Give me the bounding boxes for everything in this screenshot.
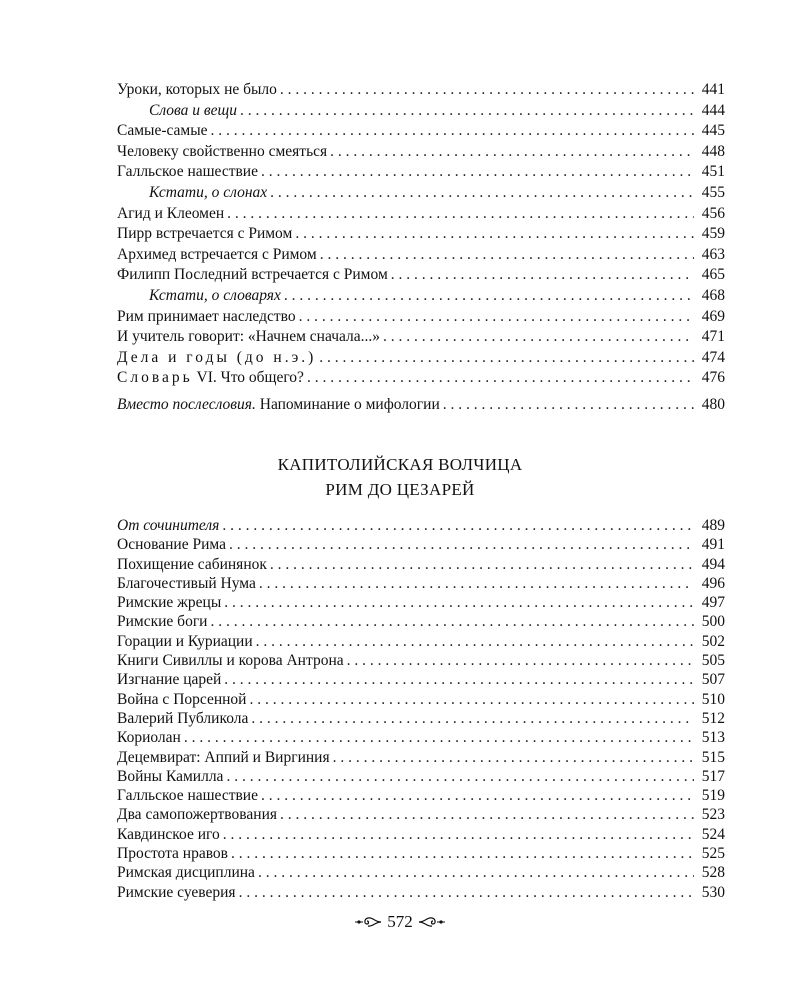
toc-entry-page: 474 bbox=[701, 348, 725, 366]
toc-entry-title-rest: VI. Что общего? bbox=[192, 369, 304, 387]
toc-entry-title: Дела и годы (до н.э.) bbox=[117, 348, 317, 366]
toc-entry-page: 524 bbox=[701, 825, 725, 843]
toc-entry bbox=[117, 368, 725, 389]
toc-entry-title: Галльское нашествие bbox=[117, 787, 258, 805]
toc-entry-title: Изгнание царей bbox=[117, 671, 222, 689]
toc-entry bbox=[117, 535, 725, 554]
toc-leader-dots bbox=[330, 142, 694, 163]
toc-entry-page: 505 bbox=[701, 652, 725, 670]
toc-leader-dots bbox=[229, 535, 694, 554]
toc-entry-title: Человеку свойственно смеяться bbox=[117, 142, 328, 160]
toc-entry-title: Книги Сивиллы и корова Антрона bbox=[117, 652, 344, 670]
toc-entry bbox=[117, 142, 725, 163]
toc-entry-page: 445 bbox=[701, 122, 725, 140]
toc-entry-page: 500 bbox=[701, 613, 725, 631]
toc-entry-title: Войны Камилла bbox=[117, 767, 224, 785]
toc-leader-dots bbox=[270, 555, 694, 574]
toc-entry-title: Римские боги bbox=[117, 613, 208, 631]
toc-leader-dots bbox=[259, 574, 694, 593]
toc-entry bbox=[117, 348, 725, 369]
toc-entry-page: 444 bbox=[701, 101, 725, 119]
toc-entry-title-rest: Напоминание о мифологии bbox=[255, 395, 440, 413]
toc-entry-title: Пирр встречается с Римом bbox=[117, 225, 293, 243]
toc-leader-dots bbox=[184, 728, 694, 747]
toc-leader-dots bbox=[280, 805, 694, 824]
toc-leader-dots bbox=[231, 844, 694, 863]
toc-entry-page: 523 bbox=[701, 806, 725, 824]
toc-entry-page: 465 bbox=[701, 266, 725, 284]
toc-entry-title: Кстати, о словарях bbox=[149, 286, 281, 304]
toc-entry bbox=[117, 183, 725, 204]
toc-entry bbox=[117, 265, 725, 286]
toc-entry bbox=[117, 204, 725, 225]
toc-leader-dots bbox=[307, 368, 694, 389]
toc-entry-page: 519 bbox=[701, 787, 725, 805]
toc-entry-title: Рим принимает наследство bbox=[117, 307, 296, 325]
toc-leader-dots bbox=[383, 327, 694, 348]
toc-entry-page: 476 bbox=[701, 369, 725, 387]
toc-entry-title: Благочестивый Нума bbox=[117, 574, 256, 592]
toc-entry-page: 448 bbox=[701, 142, 725, 160]
toc-entry-page: 502 bbox=[701, 632, 725, 650]
toc-entry-title-italic: Вместо послесловия. bbox=[117, 395, 256, 413]
toc-entry-title: Горации и Куриации bbox=[117, 632, 253, 650]
toc-entry-page: 441 bbox=[701, 81, 725, 98]
toc-leader-dots bbox=[319, 348, 694, 369]
toc-entry bbox=[117, 863, 725, 882]
toc-entry bbox=[117, 574, 725, 593]
toc-leader-dots bbox=[280, 80, 694, 101]
toc-entry bbox=[117, 709, 725, 728]
toc-entry-page: 491 bbox=[701, 536, 725, 554]
toc-entry bbox=[117, 80, 725, 101]
toc-entry bbox=[117, 516, 725, 535]
toc-entry bbox=[117, 121, 725, 142]
toc-entry-page: 463 bbox=[701, 245, 725, 263]
toc-leader-dots bbox=[240, 101, 694, 122]
toc-leader-dots bbox=[284, 286, 694, 307]
toc-entry-page: 451 bbox=[701, 163, 725, 181]
toc-entry-page: 469 bbox=[701, 307, 725, 325]
toc-leader-dots bbox=[258, 863, 694, 882]
toc-entry-title: Слова и вещи bbox=[149, 101, 237, 119]
toc-entry-title: Галльское нашествие bbox=[117, 163, 258, 181]
toc-entry bbox=[117, 593, 725, 612]
toc-entry-page: 528 bbox=[701, 864, 725, 882]
toc-entry-page: 455 bbox=[701, 183, 725, 201]
toc-entry-page: 530 bbox=[701, 883, 725, 901]
toc-entry-page: 510 bbox=[701, 690, 725, 708]
toc-entry-title: Римские жрецы bbox=[117, 594, 222, 612]
toc-leader-dots bbox=[249, 690, 694, 709]
toc-entry-title bbox=[117, 368, 304, 389]
toc-entry-page: 496 bbox=[701, 574, 725, 592]
toc-leader-dots bbox=[320, 245, 694, 266]
toc-leader-dots bbox=[222, 516, 694, 535]
toc-entry bbox=[117, 327, 725, 348]
toc-leader-dots bbox=[391, 265, 694, 286]
toc-section-2 bbox=[117, 516, 725, 902]
toc-entry bbox=[117, 805, 725, 824]
toc-entry-title: Архимед встречается с Римом bbox=[117, 245, 317, 263]
toc-entry-title: От сочинителя bbox=[117, 517, 220, 534]
toc-entry-page: 515 bbox=[701, 748, 725, 766]
toc-entry bbox=[117, 632, 725, 651]
toc-entry bbox=[117, 307, 725, 328]
toc-entry-page: 507 bbox=[701, 671, 725, 689]
toc-entry-title: Агид и Клеомен bbox=[117, 204, 225, 222]
page-number: 572 bbox=[387, 912, 413, 931]
toc-entry bbox=[117, 162, 725, 183]
toc-entry-title: Филипп Последний встречается с Римом bbox=[117, 266, 388, 284]
toc-entry-title: И учитель говорит: «Начнем сначала...» bbox=[117, 328, 381, 346]
toc-entry bbox=[117, 748, 725, 767]
toc-entry bbox=[117, 786, 725, 805]
toc-entry-page: 513 bbox=[701, 729, 725, 747]
toc-entry bbox=[117, 825, 725, 844]
toc-entry-page: 512 bbox=[701, 709, 725, 727]
toc-entry-page: 459 bbox=[701, 225, 725, 243]
toc-entry bbox=[117, 612, 725, 631]
toc-leader-dots bbox=[251, 709, 694, 728]
toc-entry-title bbox=[117, 395, 440, 416]
toc-entry-title: Валерий Публикола bbox=[117, 709, 249, 727]
toc-section-1 bbox=[117, 80, 725, 416]
toc-entry bbox=[117, 651, 725, 670]
toc-entry bbox=[117, 286, 725, 307]
toc-entry-title-spaced: Словарь bbox=[117, 369, 193, 387]
toc-entry bbox=[117, 844, 725, 863]
toc-entry-page: 525 bbox=[701, 845, 725, 863]
toc-entry-page: 497 bbox=[701, 594, 725, 612]
toc-leader-dots bbox=[223, 825, 694, 844]
toc-entry bbox=[117, 395, 725, 416]
toc-leader-dots bbox=[270, 183, 694, 204]
toc-entry-page: 468 bbox=[701, 286, 725, 304]
toc-leader-dots bbox=[210, 612, 694, 631]
toc-entry-title: Децемвират: Аппий и Виргиния bbox=[117, 748, 330, 766]
toc-leader-dots bbox=[333, 748, 694, 767]
toc-entry bbox=[117, 224, 725, 245]
toc-entry-page: 494 bbox=[701, 555, 725, 573]
toc-entry-page: 517 bbox=[701, 767, 725, 785]
toc-leader-dots bbox=[443, 395, 694, 416]
page-footer bbox=[0, 912, 800, 932]
toc-leader-dots bbox=[224, 593, 694, 612]
toc-entry-title: Два самопожертвования bbox=[117, 806, 277, 824]
toc-leader-dots bbox=[256, 632, 694, 651]
toc-leader-dots bbox=[226, 767, 694, 786]
toc-leader-dots bbox=[295, 224, 694, 245]
toc-entry-title: Римские суеверия bbox=[117, 883, 236, 901]
toc-entry-page: 489 bbox=[701, 517, 725, 534]
section-heading-title: КАПИТОЛИЙСКАЯ ВОЛЧИЦА bbox=[277, 455, 523, 474]
toc-entry-title: Самые-самые bbox=[117, 122, 208, 140]
toc-entry bbox=[117, 728, 725, 747]
toc-entry bbox=[117, 555, 725, 574]
toc-leader-dots bbox=[261, 162, 694, 183]
toc-entry bbox=[117, 690, 725, 709]
toc-entry-title: Кстати, о слонах bbox=[149, 183, 268, 201]
toc-entry-title: Похищение сабинянок bbox=[117, 555, 267, 573]
toc-entry bbox=[117, 245, 725, 266]
toc-leader-dots bbox=[227, 204, 694, 225]
fleuron-ornament-icon bbox=[353, 914, 383, 930]
toc-entry-title: Кориолан bbox=[117, 729, 181, 747]
toc-entry-title: Война с Порсенной bbox=[117, 690, 247, 708]
toc-entry-page: 456 bbox=[701, 204, 725, 222]
toc-entry-title: Римская дисциплина bbox=[117, 864, 255, 882]
toc-leader-dots bbox=[347, 651, 694, 670]
toc-entry bbox=[117, 767, 725, 786]
section-heading-subtitle: РИМ ДО ЦЕЗАРЕЙ bbox=[325, 480, 475, 499]
toc-leader-dots bbox=[224, 670, 694, 689]
toc-entry-title: Основание Рима bbox=[117, 536, 226, 554]
toc-entry-title: Уроки, которых не было bbox=[117, 81, 277, 98]
toc-leader-dots bbox=[211, 121, 694, 142]
toc-leader-dots bbox=[239, 883, 694, 902]
toc-entry-title: Кавдинское иго bbox=[117, 825, 220, 843]
toc-entry-page: 480 bbox=[701, 395, 725, 413]
toc-entry-title: Простота нравов bbox=[117, 845, 228, 863]
toc-entry-page: 471 bbox=[701, 328, 725, 346]
toc-leader-dots bbox=[261, 786, 694, 805]
toc-entry bbox=[117, 883, 725, 902]
fleuron-ornament-icon bbox=[417, 914, 447, 930]
toc-leader-dots bbox=[299, 307, 694, 328]
toc-entry bbox=[117, 670, 725, 689]
toc-entry bbox=[117, 101, 725, 122]
